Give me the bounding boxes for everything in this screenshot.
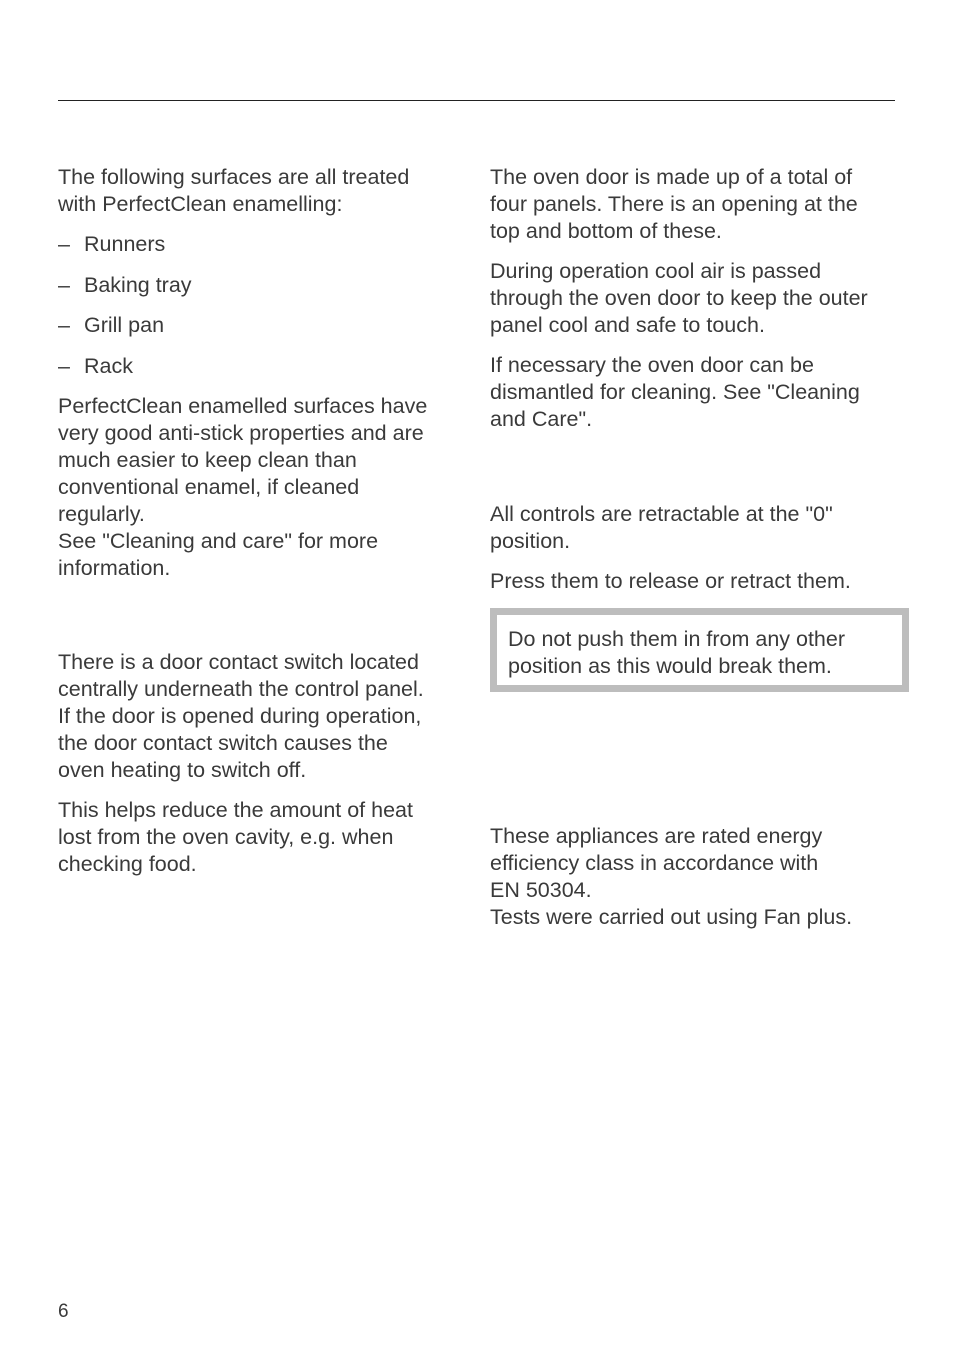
header-rule: [58, 100, 895, 101]
dash-bullet: –: [58, 353, 70, 378]
list-item: [58, 353, 458, 380]
list-item-label: Runners: [84, 232, 166, 256]
perfectclean-intro: The following surfaces are all treated with PerfectClean enamelling:: [58, 165, 410, 216]
left-column: [58, 164, 458, 891]
energy-efficiency-description: These appliances are rated energy efficiency class in accordance with EN 50304. Tests were carried out using Fan plus.: [490, 824, 853, 929]
door-dismantle-description: If necessary the oven door can be dismantled for cleaning. See "Cleaning and Care".: [490, 353, 860, 431]
dash-bullet: –: [58, 272, 70, 297]
dash-bullet: –: [58, 232, 70, 256]
list-item-label: Baking tray: [84, 272, 192, 297]
dash-bullet: –: [58, 313, 70, 337]
door-contact-switch-description: There is a door contact switch located centrally underneath the control panel. If the door is opened during operation, the door contact switch causes the oven heating to switch off.: [58, 650, 424, 782]
cool-air-description: During operation cool air is passed through the oven door to keep the outer panel cool and safe to touch.: [490, 259, 868, 337]
warning-box: [490, 608, 909, 692]
right-column: [490, 164, 895, 944]
section-spacer: [490, 446, 895, 501]
section-spacer: [490, 692, 895, 823]
heat-loss-description: This helps reduce the amount of heat lost from the oven cavity, e.g. when checking food.: [58, 798, 413, 876]
press-controls-instruction: Press them to release or retract them.: [490, 569, 851, 593]
section-spacer: [58, 595, 458, 649]
list-item: [58, 231, 458, 258]
perfectclean-description: PerfectClean enamelled surfaces have very good anti-stick properties and are much easier to keep clean than conventional enamel, if cleaned regularly. See "Cleaning and care" for more information.: [58, 394, 428, 580]
list-item: [58, 272, 458, 299]
perfectclean-surface-list: [58, 231, 458, 380]
warning-text: Do not push them in from any other position as this would break them.: [508, 627, 846, 678]
list-item-label: Grill pan: [84, 313, 165, 337]
page-number: 6: [58, 1301, 69, 1322]
list-item: [58, 312, 458, 339]
door-panels-description: The oven door is made up of a total of four panels. There is an opening at the top and bottom of these.: [490, 165, 858, 243]
list-item-label: Rack: [84, 353, 133, 378]
retractable-controls-description: All controls are retractable at the "0" position.: [490, 502, 833, 553]
